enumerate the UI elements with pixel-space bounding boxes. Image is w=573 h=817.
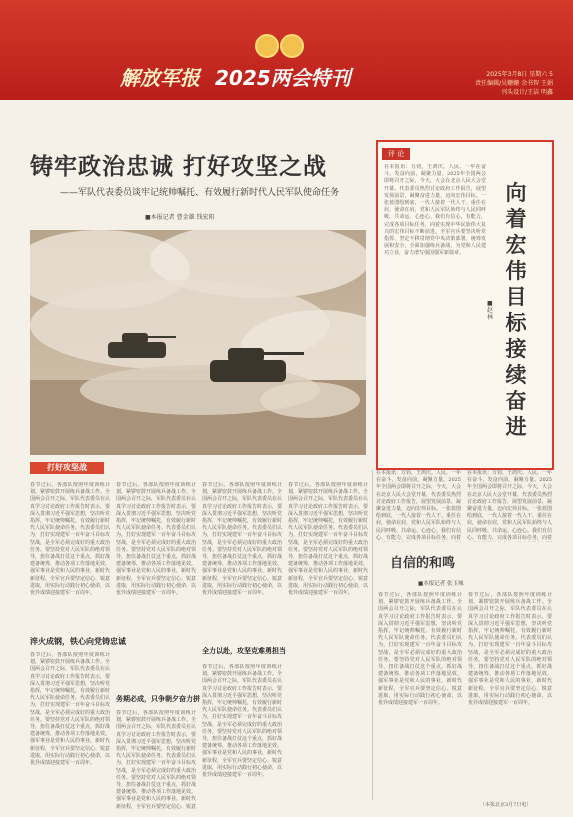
tank-exercise-photo [30,230,366,455]
second-article-footer: （本报北京3月7日电） [480,802,532,808]
article-col2-top: 春节过后，各部队按照年度训练计划，紧锣密鼓开展练兵备战工作。全国两会召开之际，军队代表委员在认真学习讨论政府工作报告时表示，要深入贯彻习近平强军思想，坚决听党指挥，牢记统帅嘱托，有效履行新时代人民军队使命任务。代表委员们认为，打好实现建军一百年奋斗目标攻坚战，是全军必须完成好的重大政治任务。要坚持党对人民军队的绝对领导，扭住备战打仗这个重点，抓好战建备统筹，推动各项工作落地见效。强军事业是党和人民的事业，新时代新征程，全军官兵要坚定信心、锐意进取，用实际行动践行初心使命，以优异成绩迎接建军一百周年。 [116,482,196,597]
section-heading-strive: 务期必成，只争朝夕奋力拼 [116,695,200,703]
article-col3-top: 春节过后，各部队按照年度训练计划，紧锣密鼓开展练兵备战工作。全国两会召开之际，军队代表委员在认真学习讨论政府工作报告时表示，要深入贯彻习近平强军思想，坚决听党指挥，牢记统帅嘱托，有效履行新时代人民军队使命任务。代表委员们认为，打好实现建军一百年奋斗目标攻坚战，是全军必须完成好的重大政治任务。要坚持党对人民军队的绝对领导，扭住备战打仗这个重点，抓好战建备统筹，推动各项工作落地见效。强军事业是党和人民的事业，新时代新征程，全军官兵要坚定信心、锐意进取，用实际行动践行初心使命，以优异成绩迎接建军一百周年。 [202,482,282,597]
second-article-col2: 春节过后，各部队按照年度训练计划，紧锣密鼓开展练兵备战工作。全国两会召开之际，军队代表委员在认真学习讨论政府工作报告时表示，要深入贯彻习近平强军思想，坚决听党指挥，牢记统帅嘱托，有效履行新时代人民军队使命任务。代表委员们认为，打好实现建军一百年奋斗目标攻坚战，是全军必须完成好的重大政治任务。要坚持党对人民军队的绝对领导，扭住备战打仗这个重点，抓好战建备统筹，推动各项工作落地见效。强军事业是党和人民的事业，新时代新征程，全军官兵要坚定信心、锐意进取，用实际行动践行初心使命，以优异成绩迎接建军一百周年。 [468,592,552,707]
commentary-tag: 评 论 [382,148,410,160]
second-article-byline: ■本报记者 张玉城 [418,581,464,587]
second-article-title: 自信的和鸣 [390,556,456,571]
editors-line: 责任编辑/吴姗姗 余书智 王娟 [475,80,553,87]
section-heading-overcome: 全力以赴，攻坚克难勇担当 [202,647,286,655]
issue-weekday: 星期六 [529,71,548,78]
special-issue-title: 2025两会特刊 [215,66,351,90]
article-col3-bottom: 春节过后，各部队按照年度训练计划，紧锣密鼓开展练兵备战工作。全国两会召开之际，军队代表委员在认真学习讨论政府工作报告时表示，要深入贯彻习近平强军思想，坚决听党指挥，牢记统帅嘱托，有效履行新时代人民军队使命任务。代表委员们认为，打好实现建军一百年奋斗目标攻坚战，是全军必须完成好的重大政治任务。要坚持党对人民军队的绝对领导，扭住备战打仗这个重点，抓好战建备统筹，推动各项工作落地见效。强军事业是党和人民的事业，新时代新征程，全军官兵要坚定信心、锐意进取，用实际行动践行初心使命，以优异成绩迎接建军一百周年。 [202,664,282,779]
column-divider [372,470,373,800]
article-col1-bottom: 春节过后，各部队按照年度训练计划，紧锣密鼓开展练兵备战工作。全国两会召开之际，军队代表委员在认真学习讨论政府工作报告时表示，要深入贯彻习近平强军思想，坚决听党指挥，牢记统帅嘱托，有效履行新时代人民军队使命任务。代表委员们认为，打好实现建军一百年奋斗目标攻坚战，是全军必须完成好的重大政治任务。要坚持党对人民军队的绝对领导，扭住备战打仗这个重点，抓好战建备统筹，推动各项工作落地见效。强军事业是党和人民的事业，新时代新征程，全军官兵要坚定信心、锐意进取，用实际行动践行初心使命，以优异成绩迎接建军一百周年。 [30,652,110,767]
national-emblem-icon [255,34,279,58]
commentary-text-col1: 在本报讯：万钧，王鸿庆。人民、一年在奋斗，发奋向前，凝聚力量。2025年全国两会即将召开之际，今天，大会在北京人民大会堂开幕，代表委员热烈讨论政府工作报告，展望发展前景，凝聚奋进力量，迈向宏伟目标。一张蓝图绘到底，一代人接着一代人干。重任在肩，使命在肩，党和人民军队始终与人民同呼吸、共命运、心连心。我们有信心、有能力，完成各项目标任务，向着实现中华民族伟大复兴的宏伟目标不断前进。全军官兵要坚决听党指挥，坚定不移贯彻党中央决策部署，统筹发展和安全，全面加强练兵备战，为党和人民建功立业，奋力谱写强国强军新篇章。 [384,164,486,257]
commentary-title: 向着宏伟目标接续奋进 [505,181,527,439]
article-col2-bottom: 春节过后，各部队按照年度训练计划，紧锣密鼓开展练兵备战工作。全国两会召开之际，军队代表委员在认真学习讨论政府工作报告时表示，要深入贯彻习近平强军思想，坚决听党指挥，牢记统帅嘱托，有效履行新时代人民军队使命任务。代表委员们认为，打好实现建军一百年奋斗目标攻坚战，是全军必须完成好的重大政治任务。要坚持党对人民军队的绝对领导，扭住备战打仗这个重点，抓好战建备统筹，推动各项工作落地见效。强军事业是党和人民的事业，新时代新征程，全军官兵要坚定信心、锐意 [116,710,196,810]
masthead-info [475,70,553,97]
attack-banner: 打好攻坚战 [30,462,104,474]
main-byline: ■本报记者 曹金雄 钱宏阳 [145,214,215,221]
commentary-continued-2: 在本报讯：万钧，王鸿庆。人民、一年在奋斗，发奋向前，凝聚力量。2025年全国两会即将召开之际，今天，大会在北京人民大会堂开幕，代表委员热烈讨论政府工作报告，展望发展前景，凝聚奋进力量，迈向宏伟目标。一张蓝图绘到底，一代人接着一代人干。重任在肩，使命在肩，党和人民军队始终与人民同呼吸、共命运、心连心。我们有信心、有能力，完成各项目标任务，向着 [467,470,552,541]
main-headline: 铸牢政治忠诚 打好攻坚之战 [30,154,328,180]
page-number: 5 [549,71,553,78]
designers-line: 刊头设计/王洁 明鑫 [501,89,553,96]
masthead-calligraphy: 解放军报 [120,66,200,90]
main-subheadline: ——军队代表委员谈牢记统帅嘱托、有效履行新时代人民军队使命任务 [60,188,340,198]
commentary-continued-1: 在本报讯：万钧，王鸿庆。人民、一年在奋斗，发奋向前，凝聚力量。2025年全国两会即将召开之际，今天，大会在北京人民大会堂开幕，代表委员热烈讨论政府工作报告，展望发展前景，凝聚奋进力量，迈向宏伟目标。一张蓝图绘到底，一代人接着一代人干。重任在肩，使命在肩，党和人民军队始终与人民同呼吸、共命运、心连心。我们有信心、有能力，完成各项目标任务，向着 [376,470,461,541]
issue-date: 2025年3月8日 [486,71,528,78]
commentary-author: ■赵林 [487,300,494,321]
masthead-banner [0,0,573,100]
article-col1-top: 春节过后，各部队按照年度训练计划，紧锣密鼓开展练兵备战工作。全国两会召开之际，军队代表委员在认真学习讨论政府工作报告时表示，要深入贯彻习近平强军思想，坚决听党指挥，牢记统帅嘱托，有效履行新时代人民军队使命任务。代表委员们认为，打好实现建军一百年奋斗目标攻坚战，是全军必须完成好的重大政治任务。要坚持党对人民军队的绝对领导，扭住备战打仗这个重点，抓好战建备统筹，推动各项工作落地见效。强军事业是党和人民的事业，新时代新征程，全军官兵要坚定信心、锐意进取，用实际行动践行初心使命，以优异成绩迎接建军一百周年。 [30,482,110,597]
article-col4: 春节过后，各部队按照年度训练计划，紧锣密鼓开展练兵备战工作。全国两会召开之际，军队代表委员在认真学习讨论政府工作报告时表示，要深入贯彻习近平强军思想，坚决听党指挥，牢记统帅嘱托，有效履行新时代人民军队使命任务。代表委员们认为，打好实现建军一百年奋斗目标攻坚战，是全军必须完成好的重大政治任务。要坚持党对人民军队的绝对领导，扭住备战打仗这个重点，抓好战建备统筹，推动各项工作落地见效。强军事业是党和人民的事业，新时代新征程，全军官兵要坚定信心、锐意进取，用实际行动践行初心使命，以优异成绩迎接建军一百周年。 [288,482,368,597]
section-heading-loyalty: 淬火成钢，铁心向党铸忠诚 [30,637,126,646]
party-emblem-icon [280,34,304,58]
second-article-col1: 春节过后，各部队按照年度训练计划，紧锣密鼓开展练兵备战工作。全国两会召开之际，军队代表委员在认真学习讨论政府工作报告时表示，要深入贯彻习近平强军思想，坚决听党指挥，牢记统帅嘱托，有效履行新时代人民军队使命任务。代表委员们认为，打好实现建军一百年奋斗目标攻坚战，是全军必须完成好的重大政治任务。要坚持党对人民军队的绝对领导，扭住备战打仗这个重点，抓好战建备统筹，推动各项工作落地见效。强军事业是党和人民的事业，新时代新征程，全军官兵要坚定信心、锐意进取，用实际行动践行初心使命，以优异成绩迎接建军一百周年。 [378,592,462,707]
